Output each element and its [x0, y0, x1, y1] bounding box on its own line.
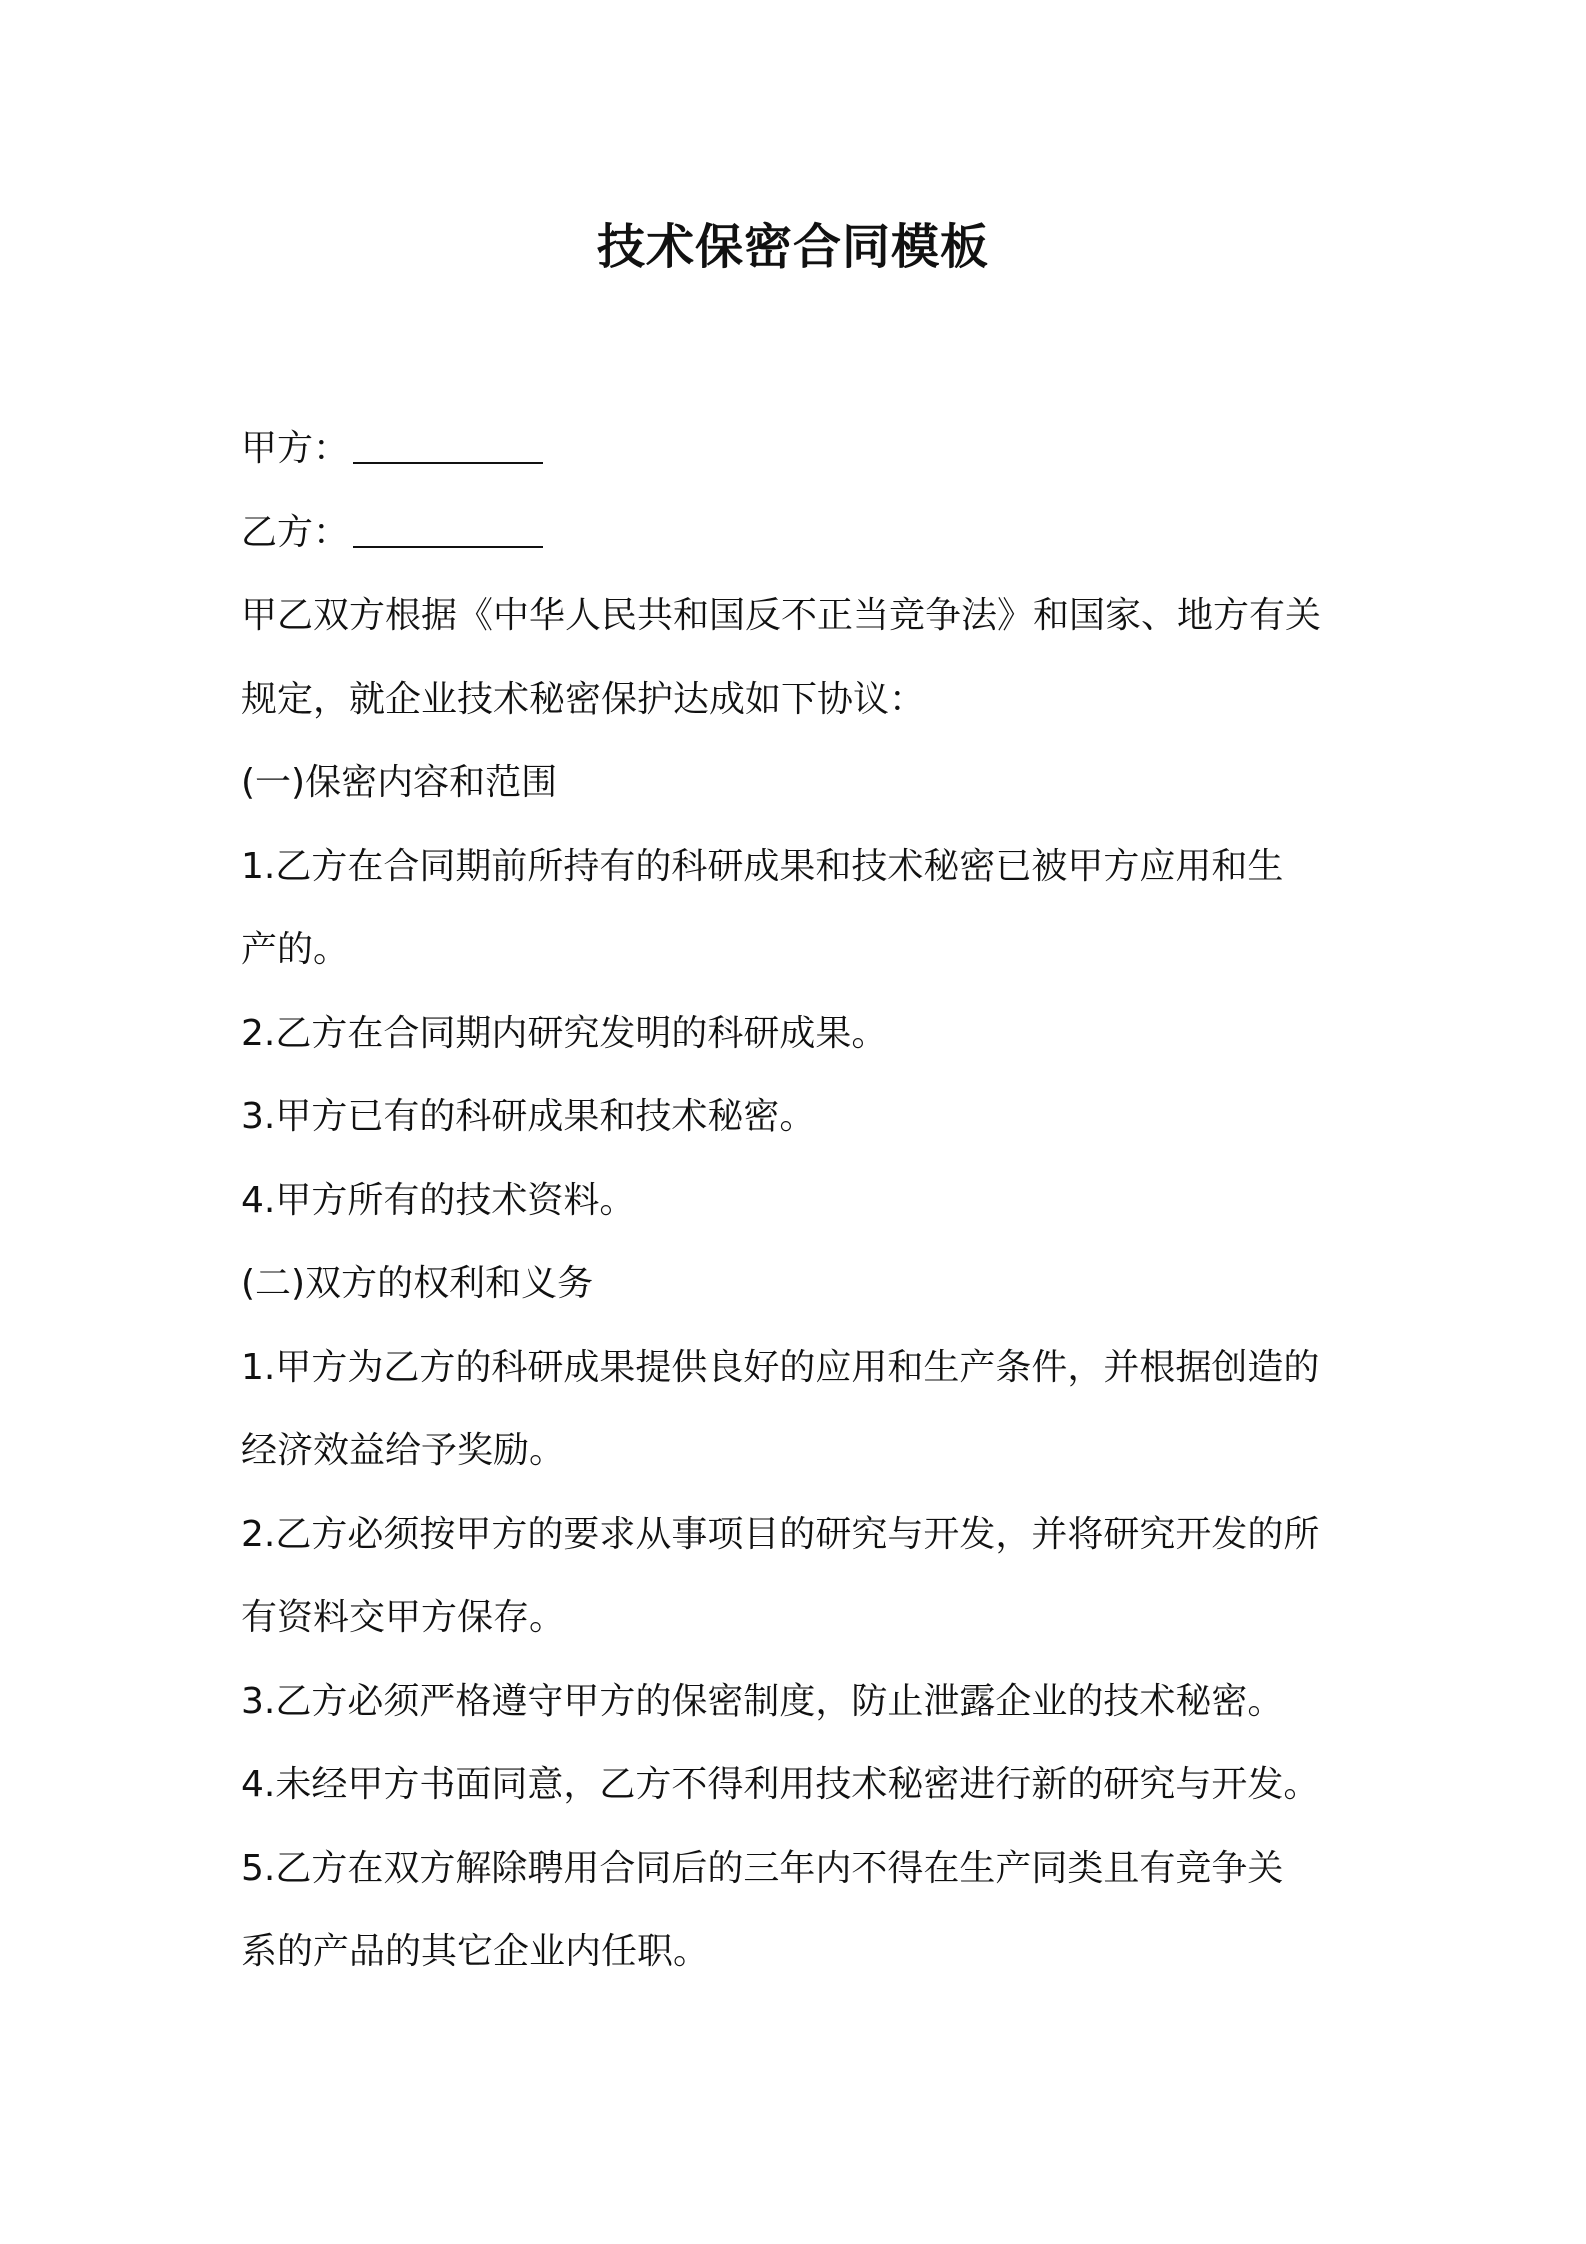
- paragraph-line: 3.乙方必须严格遵守甲方的保密制度，防止泄露企业的技术秘密。: [241, 1680, 1284, 1722]
- party-b-line: [241, 491, 1361, 575]
- paragraph-line: 经济效益给予奖励。: [241, 1430, 566, 1471]
- paragraph-line: 规定，就企业技术秘密保护达成如下协议：: [241, 678, 926, 720]
- party-b-label: 乙方：: [241, 511, 350, 553]
- party-a-blank: [353, 426, 543, 464]
- paragraph-line: 1.乙方在合同期前所持有的科研成果和技术秘密已被甲方应用和生: [241, 845, 1284, 887]
- paragraph-line: 4.未经甲方书面同意，乙方不得利用技术秘密进行新的研究与开发。: [241, 1764, 1320, 1805]
- paragraph-line: 产的。: [241, 929, 350, 970]
- party-a-line: [241, 407, 1361, 491]
- paragraph-line: 有资料交甲方保存。: [241, 1597, 566, 1638]
- paragraph-line: 2.乙方必须按甲方的要求从事项目的研究与开发，并将研究开发的所: [241, 1513, 1320, 1555]
- paragraph-line: 系的产品的其它企业内任职。: [241, 1931, 710, 1972]
- paragraph-line: 1.甲方为乙方的科研成果提供良好的应用和生产条件，并根据创造的: [241, 1346, 1320, 1388]
- paragraph-line: 5.乙方在双方解除聘用合同后的三年内不得在生产同类且有竞争关: [241, 1847, 1284, 1889]
- party-b-blank: [353, 510, 543, 548]
- paragraph-line: 3.甲方已有的科研成果和技术秘密。: [241, 1096, 816, 1137]
- section-heading: (二)双方的权利和义务: [241, 1263, 594, 1304]
- paragraph-line: 甲乙双方根据《中华人民共和国反不正当竞争法》和国家、地方有关: [241, 595, 1322, 636]
- paragraph-line: 2.乙方在合同期内研究发明的科研成果。: [241, 1012, 888, 1054]
- document-title: 技术保密合同模板: [596, 219, 989, 275]
- party-a-label: 甲方：: [241, 428, 350, 469]
- contract-body: [241, 407, 1361, 1994]
- section-heading: (一)保密内容和范围: [241, 762, 558, 803]
- paragraph-line: 4.甲方所有的技术资料。: [241, 1179, 636, 1221]
